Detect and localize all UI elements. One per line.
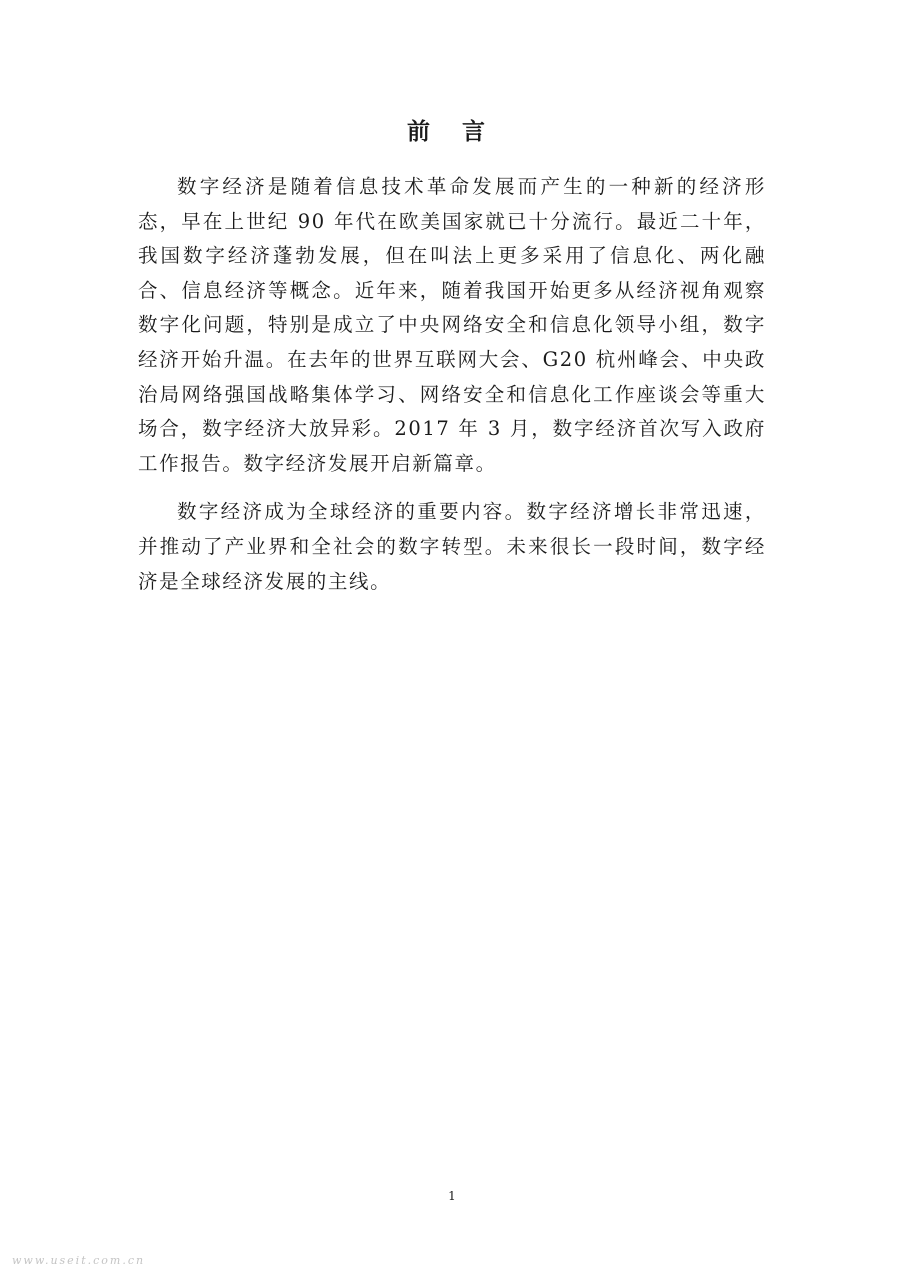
watermark: www.useit.com.cn <box>12 1254 146 1267</box>
page-title: 前 言 <box>406 119 497 145</box>
paragraph-2: 数字经济成为全球经济的重要内容。数字经济增长非常迅速，并推动了产业界和全社会的数字转型。未来很长一段时间，数字经济是全球经济发展的主线。 <box>138 500 766 593</box>
page-number: 1 <box>448 1189 456 1203</box>
paragraph-1: 数字经济是随着信息技术革命发展而产生的一种新的经济形态，早在上世纪 90 年代在欧美国家就已十分流行。最近二十年，我国数字经济蓬勃发展，但在叫法上更多采用了信息化、两化融合、信息经济等概念。近年来，随着我国开始更多从经济视角观察数字化问题，特别是成立了中央网络安全和信息化领导小组，数字经济开始升温。在去年的世界互联网大会、G20 杭州峰会、中央政治局网络强国战略集体学习、网络安全和信息化工作座谈会等重大场合，数字经济大放异彩。2017 年 3 月，数字经济首次写入政府工作报告。数字经济发展开启新篇章。 <box>138 175 766 475</box>
body-text <box>138 170 766 613</box>
